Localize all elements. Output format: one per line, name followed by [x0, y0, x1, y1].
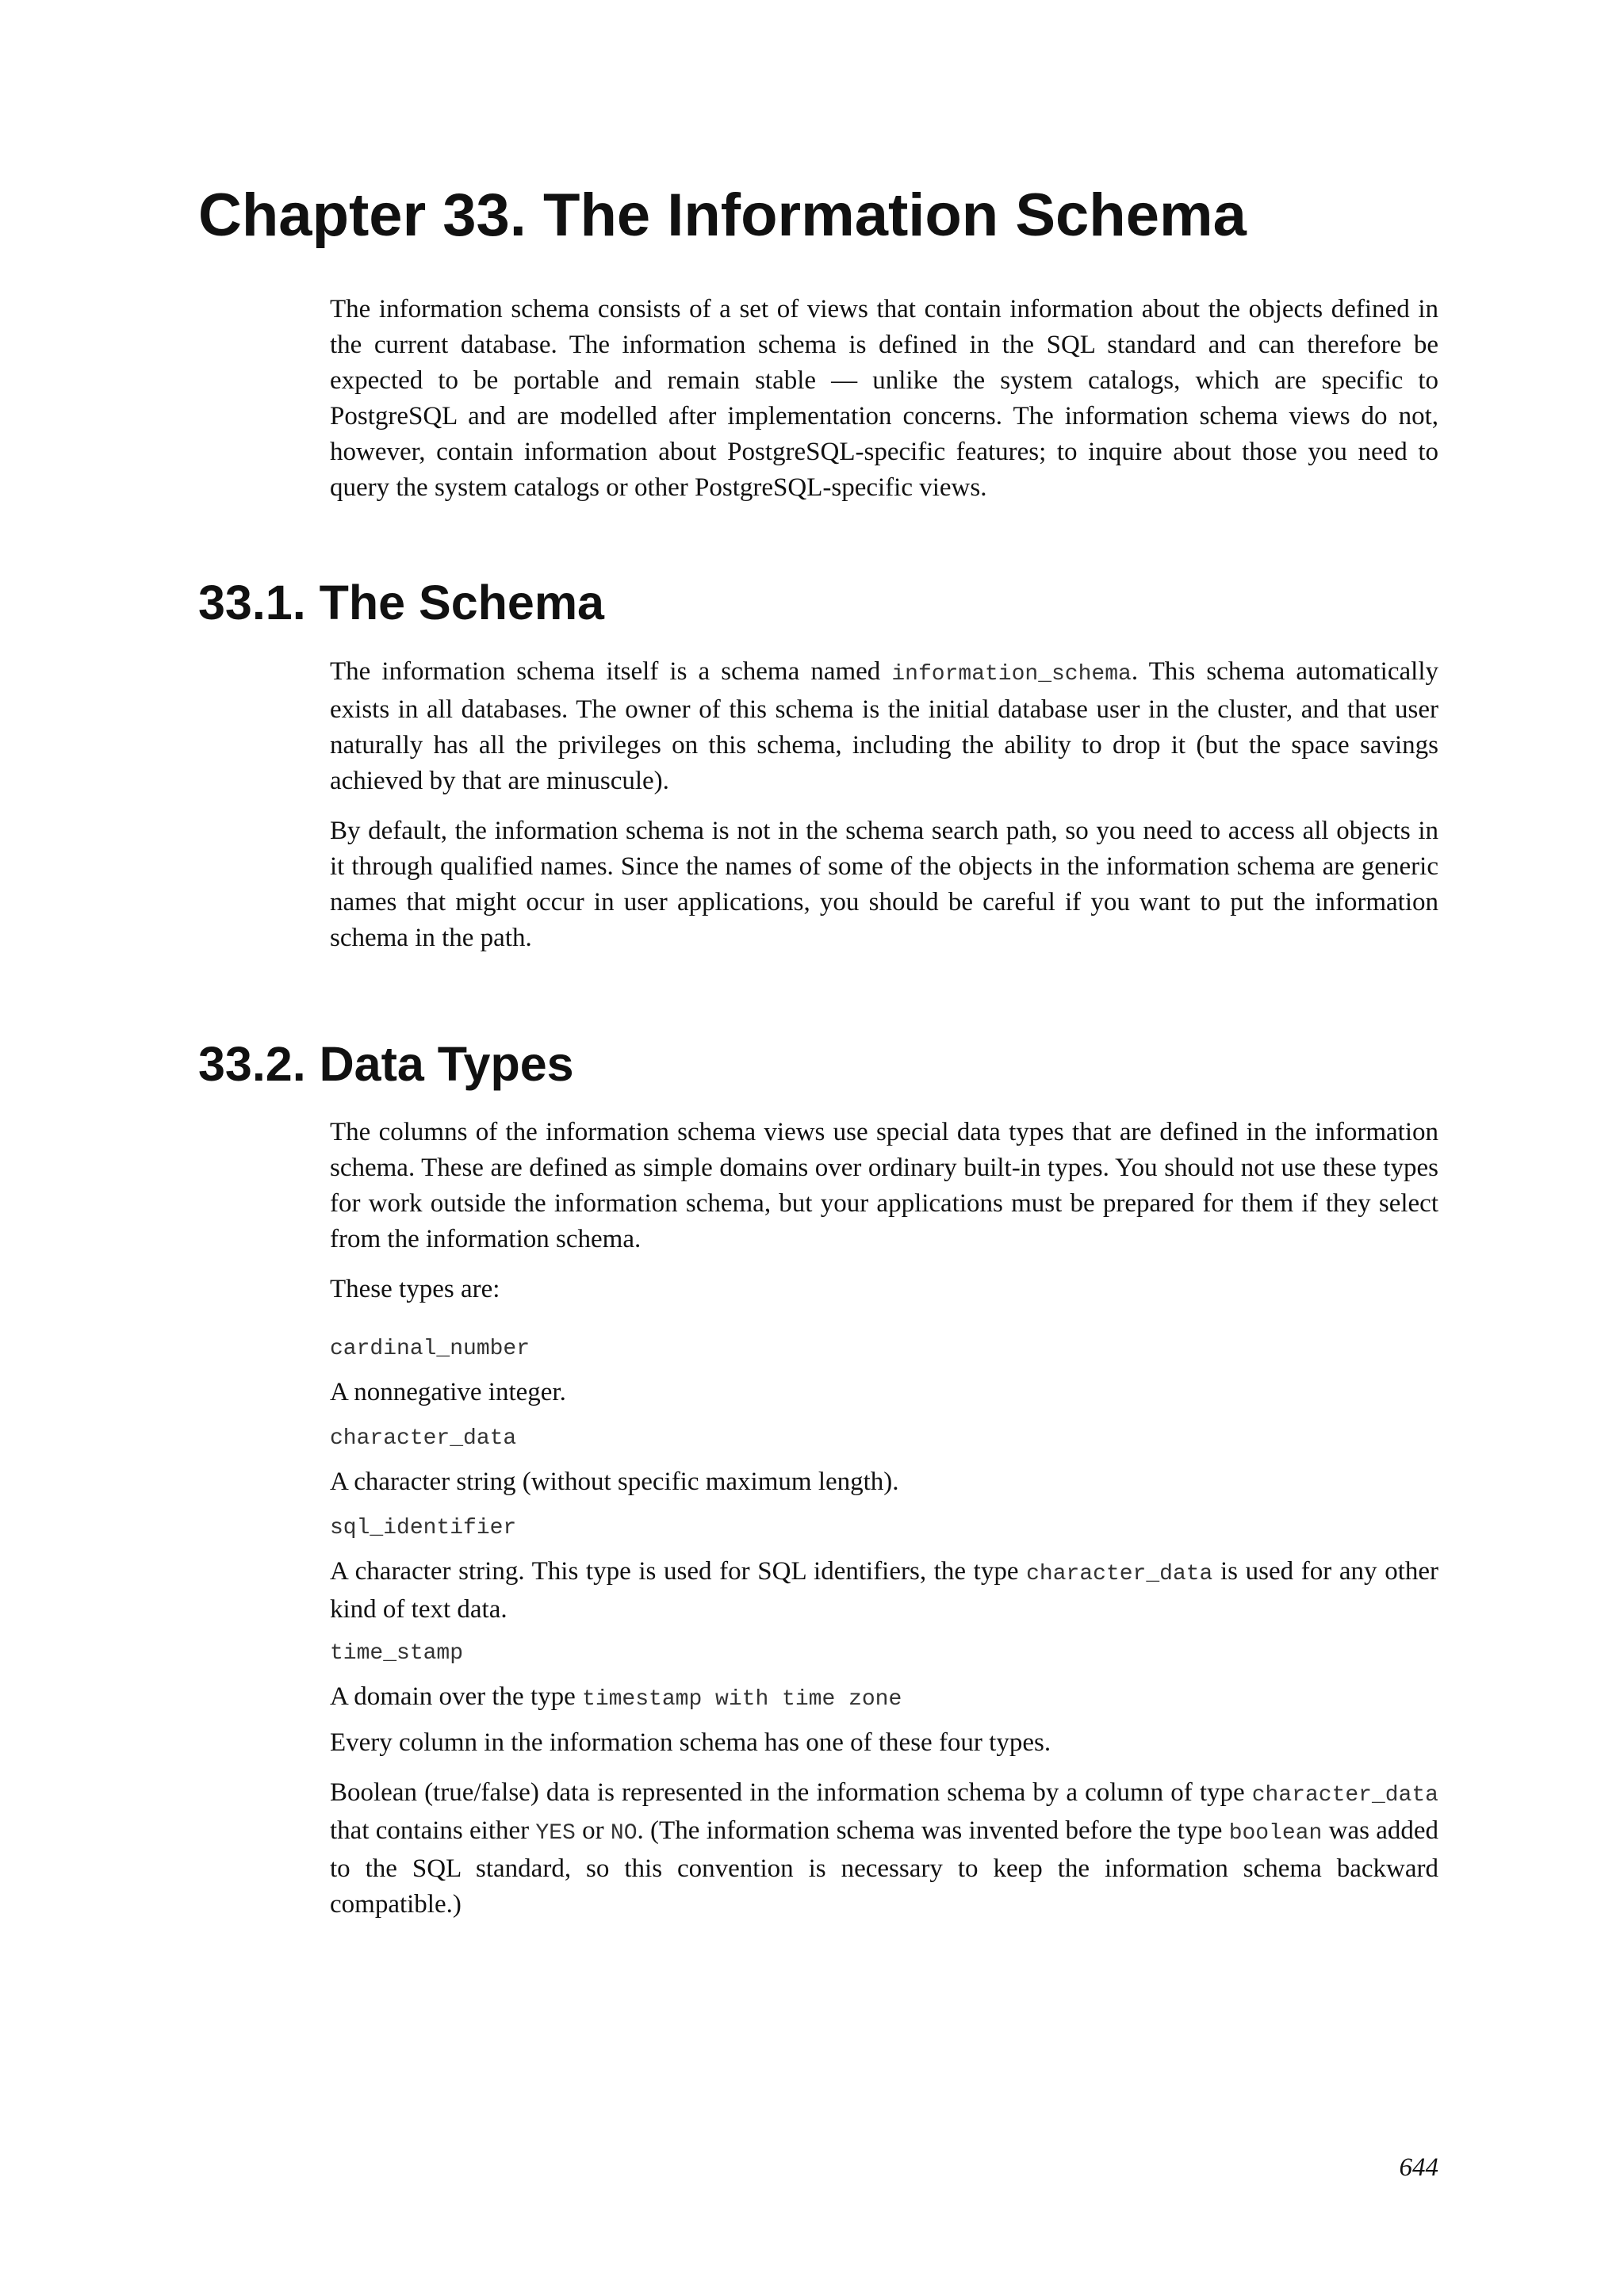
inline-code: boolean	[1228, 1821, 1323, 1846]
schema-paragraph-2: By default, the information schema is not in the schema search path, so you need to access all objects in it through qualified names. Since the names of some of the objects in the information schema are generic names that might occur in user applications, you should be careful if you want to put the information schema in the path.	[330, 817, 1438, 952]
section-data-types-body	[330, 1115, 1438, 1923]
text-run: A character string (without specific maximum length).	[330, 1468, 899, 1496]
chapter-title: Chapter 33. The Information Schema	[198, 182, 1247, 249]
text-run: . (The information schema was invented before the type	[637, 1816, 1229, 1845]
text-run: The information schema itself is a schema named	[330, 657, 892, 686]
data-types-paragraph-1: The columns of the information schema views use special data types that are defined in the information schema. These are defined as simple domains over ordinary built-in types. You should not use these types for work outside the information schema, but your applications must be prepared for them if they select from the information schema.	[330, 1118, 1438, 1253]
text-run: A character string. This type is used for SQL identifiers, the type	[330, 1557, 1027, 1586]
text-run: Boolean (true/false) data is represented in the information schema by a column of type	[330, 1778, 1252, 1807]
inline-code: timestamp with time zone	[582, 1687, 902, 1712]
type-term: sql_identifier	[330, 1516, 517, 1540]
text-run: that contains either	[330, 1816, 536, 1845]
inline-code: character_data	[1251, 1783, 1438, 1808]
type-definition-list	[330, 1331, 1438, 1717]
section-the-schema-body	[330, 654, 1438, 956]
schema-paragraph-1	[330, 654, 1438, 799]
section-title-the-schema: 33.1. The Schema	[198, 576, 604, 629]
section-title-data-types: 33.2. Data Types	[198, 1037, 574, 1091]
type-term: time_stamp	[330, 1641, 464, 1666]
text-run: A nonnegative integer.	[330, 1378, 566, 1406]
type-term: character_data	[330, 1426, 517, 1451]
inline-code: character_data	[1026, 1562, 1213, 1586]
text-run: A domain over the type	[330, 1682, 583, 1711]
text-run: is used for any other kind of text data.	[330, 1557, 1438, 1624]
intro-paragraph: The information schema consists of a set of views that contain information about the objects defined in the current database. The information schema is defined in the SQL standard and can therefore be expected to be portable and remain stable — unlike the system catalogs, which are specific to PostgreSQL and are modelled after implementation concerns. The information schema views do not, however, contain information about PostgreSQL-specific features; to inquire about those you need to query the system catalogs or other PostgreSQL-specific views.	[330, 295, 1438, 502]
inline-code: YES	[535, 1821, 576, 1846]
type-definition	[330, 1554, 1438, 1628]
text-run: . This schema automatically exists in all databases. The owner of this schema is the initial database user in the cluster, and that user naturally has all the privileges on this schema, including the ability to drop it (but the space savings achieved by that are minuscule).	[330, 657, 1438, 795]
text-run: was added to the SQL standard, so this convention is necessary to keep the information schema backward compatible.)	[330, 1816, 1439, 1919]
data-types-paragraph-3: Every column in the information schema has one of these four types.	[330, 1728, 1051, 1757]
data-types-paragraph-4	[330, 1775, 1438, 1923]
inline-code: information_schema	[891, 662, 1132, 687]
type-definition	[330, 1464, 1438, 1502]
inline-code: NO	[610, 1821, 638, 1846]
text-run: or	[575, 1816, 611, 1845]
type-definition	[330, 1375, 1438, 1413]
type-definition	[330, 1679, 1438, 1717]
type-term: cardinal_number	[330, 1337, 530, 1361]
data-types-paragraph-2: These types are:	[330, 1275, 500, 1303]
chapter-intro	[330, 292, 1438, 506]
page-number: 644	[1399, 2153, 1438, 2182]
